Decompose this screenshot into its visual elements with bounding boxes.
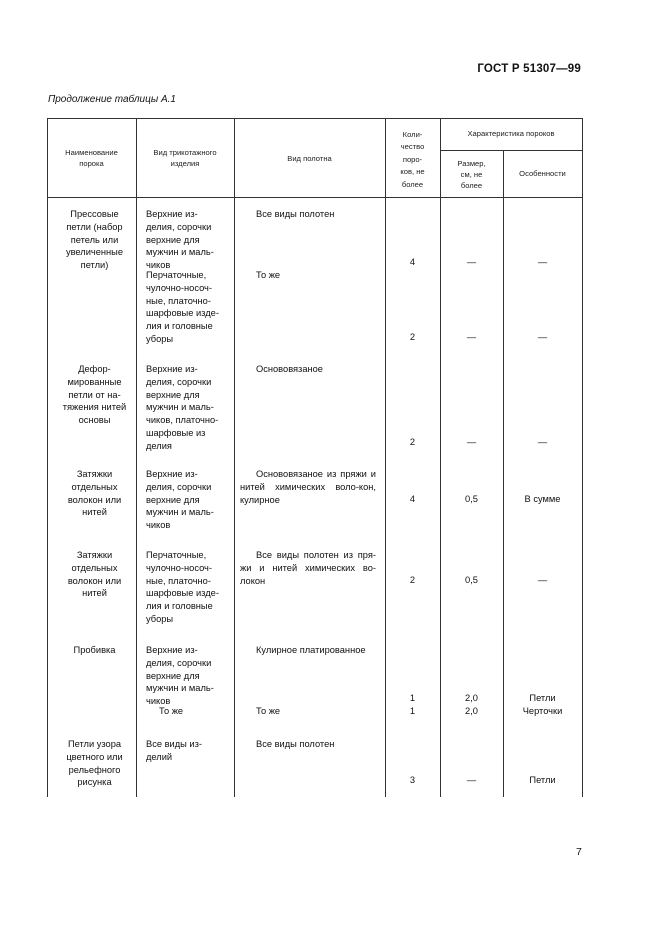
header-subdivider bbox=[440, 150, 582, 151]
defect-name-cell: Петли узора цветного или рельефного рисунка bbox=[66, 739, 123, 788]
features-cell: Петли bbox=[529, 693, 556, 703]
defect-name-cell: Дефор- мированные петли от на- тяжения нитей основы bbox=[62, 364, 127, 426]
table-border-right bbox=[582, 119, 583, 797]
quantity-cell: 3 bbox=[409, 775, 416, 785]
defects-table bbox=[47, 118, 583, 797]
size-cell: — bbox=[466, 332, 477, 342]
product-type-cell: Верхние из- делия, сорочки верхние для мужчин и маль- чиков bbox=[146, 209, 214, 271]
table-border-left bbox=[47, 119, 48, 797]
fabric-type-cell: То же bbox=[256, 706, 281, 716]
size-cell: 0,5 bbox=[465, 575, 478, 585]
product-type-cell: Перчаточные, чулочно-носоч- ные, платочно- шарфовые изде- лия и головные уборы bbox=[146, 550, 219, 624]
defect-name-cell: Прессовые петли (набор петель или увеличенные петли) bbox=[65, 209, 124, 271]
product-type-cell: Верхние из- делия, сорочки верхние для мужчин и маль- чиков bbox=[146, 469, 214, 531]
header-quantity: Коли- чество поро- ков, не более bbox=[400, 130, 425, 189]
quantity-cell: 2 bbox=[409, 332, 416, 342]
fabric-type-cell: Все виды полотен bbox=[256, 209, 335, 219]
header-bottom-line bbox=[47, 197, 583, 198]
fabric-type-cell: Основовязаное из пряжи и нитей химических воло-кон, кулирное bbox=[240, 469, 376, 505]
product-type-cell: То же bbox=[159, 706, 184, 716]
table-caption: Продолжение таблицы А.1 bbox=[48, 94, 176, 105]
features-cell: Петли bbox=[529, 775, 556, 785]
defect-name-cell: Затяжки отдельных волокон или нитей bbox=[67, 550, 122, 599]
size-cell: 0,5 bbox=[465, 494, 478, 504]
header-characteristics: Характеристика пороков bbox=[467, 129, 555, 138]
product-type-cell: Верхние из- делия, сорочки верхние для мужчин и маль- чиков bbox=[146, 645, 214, 707]
quantity-cell: 2 bbox=[409, 437, 416, 447]
defect-name-cell: Пробивка bbox=[73, 645, 116, 655]
product-type-cell: Все виды из- делий bbox=[146, 739, 202, 762]
column-divider bbox=[136, 119, 137, 797]
quantity-cell: 4 bbox=[409, 257, 416, 267]
document-code: ГОСТ Р 51307—99 bbox=[477, 63, 581, 75]
fabric-type-cell: Все виды полотен из пря-жи и нитей химических во-локон bbox=[240, 550, 376, 586]
product-type-cell: Верхние из- делия, сорочки верхние для мужчин и маль- чиков, платочно- шарфовые из делия bbox=[146, 364, 219, 451]
quantity-cell: 4 bbox=[409, 494, 416, 504]
product-type-cell: Перчаточные, чулочно-носоч- ные, платочно- шарфовые изде- лия и головные уборы bbox=[146, 270, 219, 344]
features-cell: Черточки bbox=[522, 706, 563, 716]
header-defect-name: Наименование порока bbox=[65, 148, 118, 168]
header-size: Размер, см, не более bbox=[457, 159, 486, 190]
quantity-cell: 1 bbox=[409, 693, 416, 703]
features-cell: — bbox=[537, 575, 548, 585]
header-features: Особенности bbox=[519, 169, 566, 178]
fabric-type-cell: Основовязаное bbox=[256, 364, 323, 374]
size-cell: — bbox=[466, 257, 477, 267]
size-cell: 2,0 bbox=[465, 706, 478, 716]
quantity-cell: 2 bbox=[409, 575, 416, 585]
column-divider bbox=[234, 119, 235, 797]
header-product-type: Вид трикотажного изделия bbox=[153, 148, 217, 168]
size-cell: 2,0 bbox=[465, 693, 478, 703]
quantity-cell: 1 bbox=[409, 706, 416, 716]
page-number: 7 bbox=[576, 846, 582, 858]
features-cell: В сумме bbox=[524, 494, 561, 504]
fabric-type-cell: Все виды полотен bbox=[256, 739, 335, 749]
features-cell: — bbox=[537, 332, 548, 342]
features-cell: — bbox=[537, 257, 548, 267]
fabric-type-cell: Кулирное платированное bbox=[256, 645, 366, 655]
header-fabric-type: Вид полотна bbox=[287, 154, 332, 163]
features-cell: — bbox=[537, 437, 548, 447]
size-cell: — bbox=[466, 437, 477, 447]
defect-name-cell: Затяжки отдельных волокон или нитей bbox=[67, 469, 122, 518]
fabric-type-cell: То же bbox=[256, 270, 281, 280]
size-cell: — bbox=[466, 775, 477, 785]
